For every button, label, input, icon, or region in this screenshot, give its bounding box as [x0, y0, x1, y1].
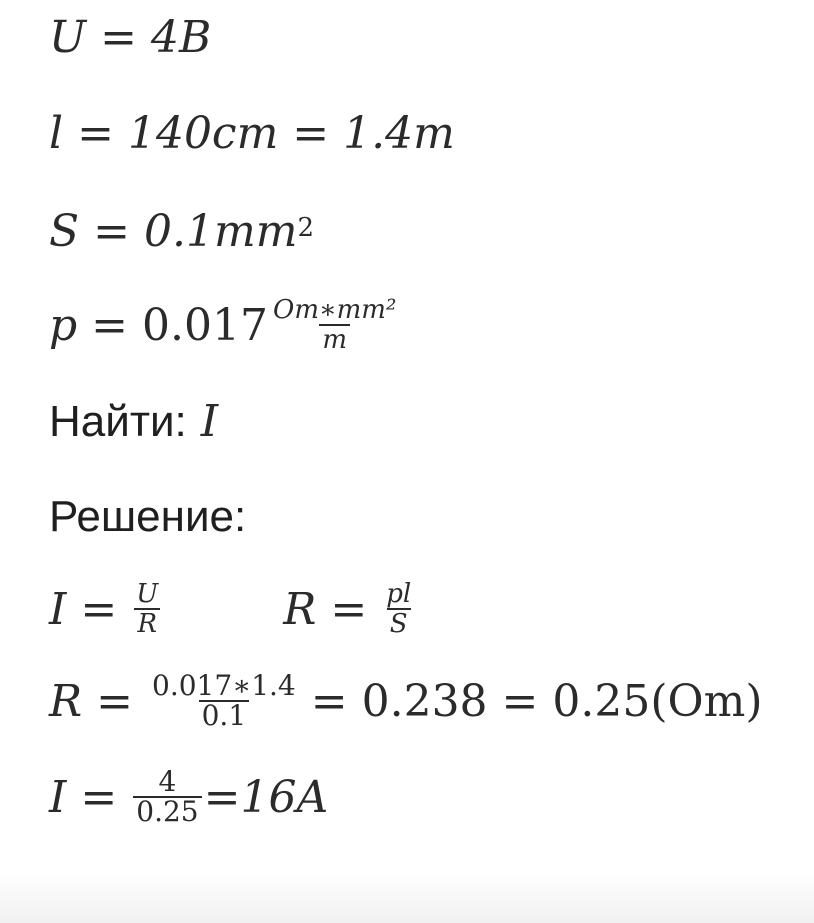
resistance-calc-fraction	[149, 669, 299, 732]
resistance-result: = 0.238 = 0.25(Om)	[310, 675, 763, 727]
solution-heading-line	[49, 492, 246, 542]
length-line	[49, 108, 455, 159]
length-value: 140cm = 1.4m	[127, 108, 455, 159]
resistance-formula-fraction	[383, 580, 414, 638]
find-line	[49, 396, 218, 447]
bottom-fade	[0, 872, 814, 923]
equals-sign: =	[330, 583, 368, 635]
voltage-symbol: U	[49, 12, 87, 63]
equals-sign: =	[91, 299, 129, 351]
find-variable: I	[200, 396, 219, 447]
current-result: =16A	[203, 771, 329, 823]
resistance-calc-line	[49, 669, 763, 732]
fraction-denominator: 0.1	[199, 700, 250, 730]
area-value: 0.1mm	[144, 206, 298, 257]
resistance-symbol: R	[283, 583, 317, 635]
length-symbol: l	[49, 108, 64, 159]
solution-label: Решение:	[49, 492, 247, 541]
fraction-numerator: pl	[386, 579, 412, 609]
current-symbol: I	[49, 583, 67, 635]
current-calc-fraction	[133, 765, 201, 828]
resistance-symbol: R	[49, 675, 83, 727]
equals-sign: =	[93, 206, 131, 257]
find-label: Найти:	[49, 397, 187, 446]
current-symbol: I	[49, 771, 67, 823]
resistivity-value: 0.017	[142, 299, 269, 351]
fraction-denominator: S	[387, 608, 411, 638]
fraction-numerator: 0.017∗1.4	[152, 669, 296, 702]
equals-sign: =	[100, 12, 137, 63]
current-calc-line	[49, 765, 329, 828]
equals-sign: =	[77, 108, 114, 159]
resistivity-line	[49, 296, 401, 354]
voltage-value: 4B	[150, 12, 212, 63]
area-exponent: 2	[297, 212, 314, 243]
area-line	[49, 206, 314, 257]
equals-sign: =	[80, 583, 118, 635]
resistivity-unit-fraction	[270, 296, 399, 354]
ohm-law-fraction	[133, 580, 161, 638]
fraction-numerator: Om∗mm²	[273, 295, 397, 325]
formulas-line	[49, 580, 416, 638]
fraction-numerator: 4	[158, 765, 177, 798]
fraction-numerator: U	[136, 579, 159, 609]
voltage-line	[49, 12, 211, 63]
fraction-denominator: 0.25	[133, 796, 201, 826]
resistivity-symbol: p	[49, 299, 78, 351]
equals-sign: =	[96, 675, 134, 727]
area-symbol: S	[49, 206, 80, 257]
fraction-denominator: m	[319, 324, 350, 354]
equals-sign: =	[80, 771, 118, 823]
fraction-denominator: R	[134, 608, 160, 638]
